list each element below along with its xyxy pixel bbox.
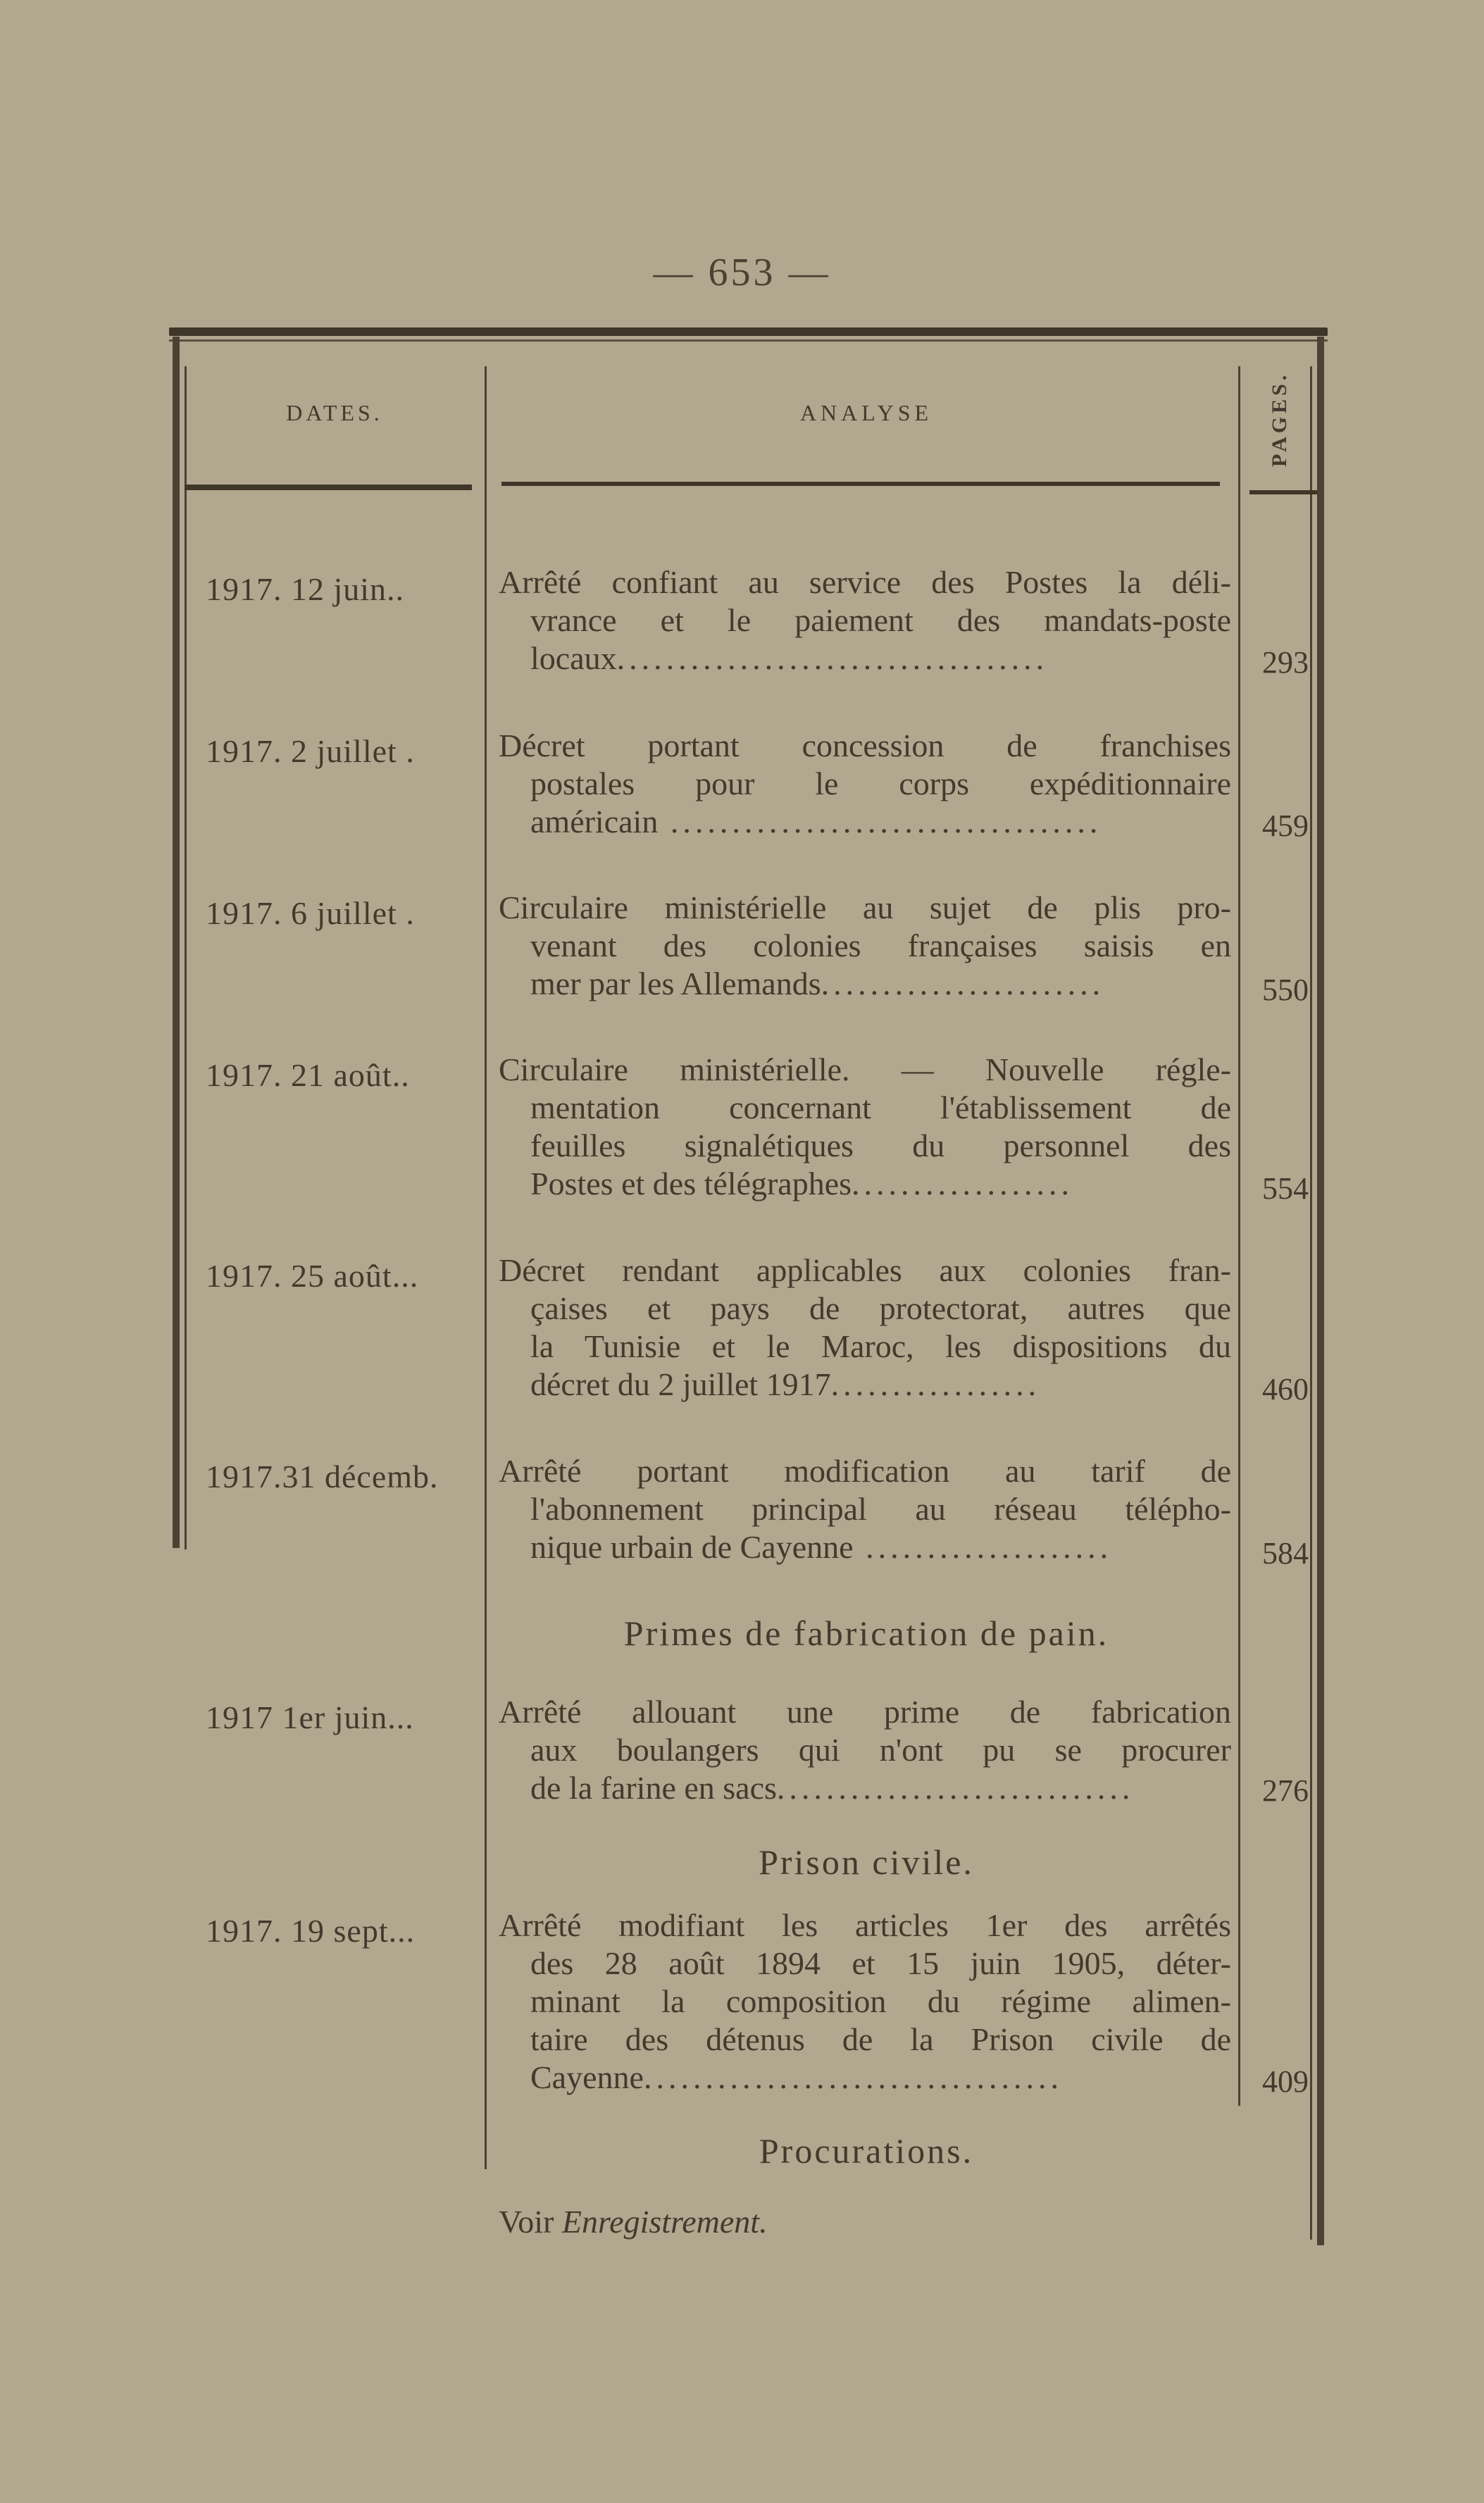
entry-line: feuilles signalétiques du personnel des bbox=[530, 1128, 1231, 1163]
entry-line-text: Postes et des télégraphes bbox=[530, 1166, 852, 1201]
entry-line-text: de la farine en sacs bbox=[530, 1770, 777, 1806]
entry-line-text: mer par les Allemands bbox=[530, 966, 821, 1001]
entry-line: minant la composition du régime alimen- bbox=[530, 1983, 1231, 2019]
see-also bbox=[499, 2203, 768, 2240]
entry-line: aux boulangers qui n'ont pu se procurer bbox=[530, 1732, 1231, 1768]
leader-dots: .................................. bbox=[643, 2059, 1063, 2095]
see-also-target: Enregistrement. bbox=[561, 2204, 768, 2240]
entry-line: taire des détenus de la Prison civile de bbox=[530, 2021, 1231, 2057]
entry-text bbox=[499, 1051, 1231, 1203]
entry-page: 554 bbox=[1262, 1171, 1309, 1206]
entry-line: Décret portant concession de franchises bbox=[499, 728, 1231, 763]
entry-date: 1917. 12 juin.. bbox=[206, 571, 405, 607]
entry-line: la Tunisie et le Maroc, les dispositions du bbox=[530, 1328, 1231, 1364]
entry-page: 460 bbox=[1262, 1372, 1309, 1406]
entry-line-text: nique urbain de Cayenne bbox=[530, 1529, 854, 1565]
leader-dots: ................................... bbox=[616, 640, 1049, 676]
entry-date: 1917. 21 août.. bbox=[206, 1057, 410, 1093]
entry-date: 1917 1er juin... bbox=[206, 1699, 414, 1735]
entry-line: Décret rendant applicables aux colonies fran- bbox=[499, 1252, 1231, 1288]
entry-line-last bbox=[499, 965, 1231, 1003]
leader-dots: ................................... bbox=[658, 804, 1102, 839]
header-analyse: ANALYSE bbox=[799, 400, 933, 425]
entry-page: 409 bbox=[1262, 2064, 1309, 2099]
leader-dots: ....................... bbox=[821, 966, 1105, 1001]
entry-page: 459 bbox=[1262, 809, 1309, 843]
entry-line-text: Cayenne bbox=[530, 2059, 644, 2095]
leader-dots: ............................. bbox=[776, 1770, 1135, 1806]
entry-text bbox=[499, 563, 1231, 678]
entry-line-last bbox=[499, 1165, 1231, 1203]
entry-text bbox=[499, 1693, 1231, 1807]
entry-line: des 28 août 1894 et 15 juin 1905, déter- bbox=[530, 1945, 1231, 1981]
table-top-rule-thin bbox=[169, 339, 1328, 342]
entry-line: Arrêté portant modification au tarif de bbox=[499, 1453, 1231, 1489]
entry-line: Arrêté allouant une prime de fabrication bbox=[499, 1694, 1231, 1730]
entry-line-text: décret du 2 juillet 1917 bbox=[530, 1366, 831, 1402]
entry-line: çaises et pays de protectorat, autres que bbox=[530, 1290, 1231, 1326]
entry-date: 1917. 19 sept... bbox=[206, 1913, 416, 1949]
header-rule-analyse bbox=[501, 482, 1220, 486]
entry-line-last bbox=[499, 1528, 1231, 1566]
entry-date: 1917. 6 juillet . bbox=[206, 895, 415, 931]
entry-line-text: locaux bbox=[530, 640, 617, 676]
entry-line: Circulaire ministérielle. — Nouvelle régle- bbox=[499, 1051, 1231, 1087]
entry-line-text: américain bbox=[530, 804, 659, 839]
section-heading: Prison civile. bbox=[759, 1842, 974, 1882]
entry-line: mentation concernant l'établissement de bbox=[530, 1090, 1231, 1125]
header-pages: PAGES. bbox=[1268, 371, 1291, 467]
entry-page: 584 bbox=[1262, 1536, 1309, 1571]
page-number: — 653 — bbox=[653, 251, 831, 294]
leader-dots: .................... bbox=[853, 1529, 1113, 1565]
entry-text bbox=[499, 727, 1231, 841]
column-divider-dates bbox=[485, 366, 487, 2169]
table-top-rule bbox=[169, 327, 1328, 336]
entry-date: 1917. 25 août... bbox=[206, 1258, 419, 1294]
entry-line: postales pour le corps expéditionnaire bbox=[530, 766, 1231, 801]
entry-line-last bbox=[499, 2059, 1231, 2097]
header-rule-dates bbox=[185, 485, 472, 490]
leader-dots: .................. bbox=[852, 1166, 1074, 1201]
table-left-border-inner bbox=[185, 366, 187, 1549]
entry-text bbox=[499, 1906, 1231, 2097]
entry-line: Arrêté confiant au service des Postes la déli- bbox=[499, 564, 1231, 600]
section-heading: Primes de fabrication de pain. bbox=[623, 1613, 1109, 1653]
table-right-border bbox=[1317, 337, 1324, 2245]
entry-page: 550 bbox=[1262, 973, 1309, 1007]
entry-line: vrance et le paiement des mandats-poste bbox=[530, 602, 1231, 638]
entry-page: 293 bbox=[1262, 645, 1309, 680]
entry-line-last bbox=[499, 1769, 1231, 1807]
header-rule-pages bbox=[1249, 490, 1317, 494]
entry-line: venant des colonies françaises saisis en bbox=[530, 928, 1231, 963]
entry-text bbox=[499, 1452, 1231, 1566]
entry-line-last bbox=[499, 1366, 1231, 1404]
entry-date: 1917. 2 juillet . bbox=[206, 733, 415, 769]
entry-page: 276 bbox=[1262, 1773, 1309, 1808]
see-also-prefix: Voir bbox=[499, 2204, 554, 2240]
table-left-border bbox=[173, 337, 180, 1548]
entry-date: 1917.31 décemb. bbox=[206, 1459, 439, 1494]
entry-line-last bbox=[499, 803, 1231, 841]
entry-line-last bbox=[499, 639, 1231, 678]
entry-text bbox=[499, 1252, 1231, 1404]
section-heading: Procurations. bbox=[759, 2131, 974, 2171]
entry-line: Arrêté modifiant les articles 1er des arrêtés bbox=[499, 1907, 1231, 1943]
header-dates: DATES. bbox=[286, 400, 383, 425]
leader-dots: ................. bbox=[830, 1366, 1041, 1402]
entry-text bbox=[499, 889, 1231, 1003]
entry-line: l'abonnement principal au réseau télépho- bbox=[530, 1491, 1231, 1527]
entry-line: Circulaire ministérielle au sujet de plis pro- bbox=[499, 890, 1231, 925]
